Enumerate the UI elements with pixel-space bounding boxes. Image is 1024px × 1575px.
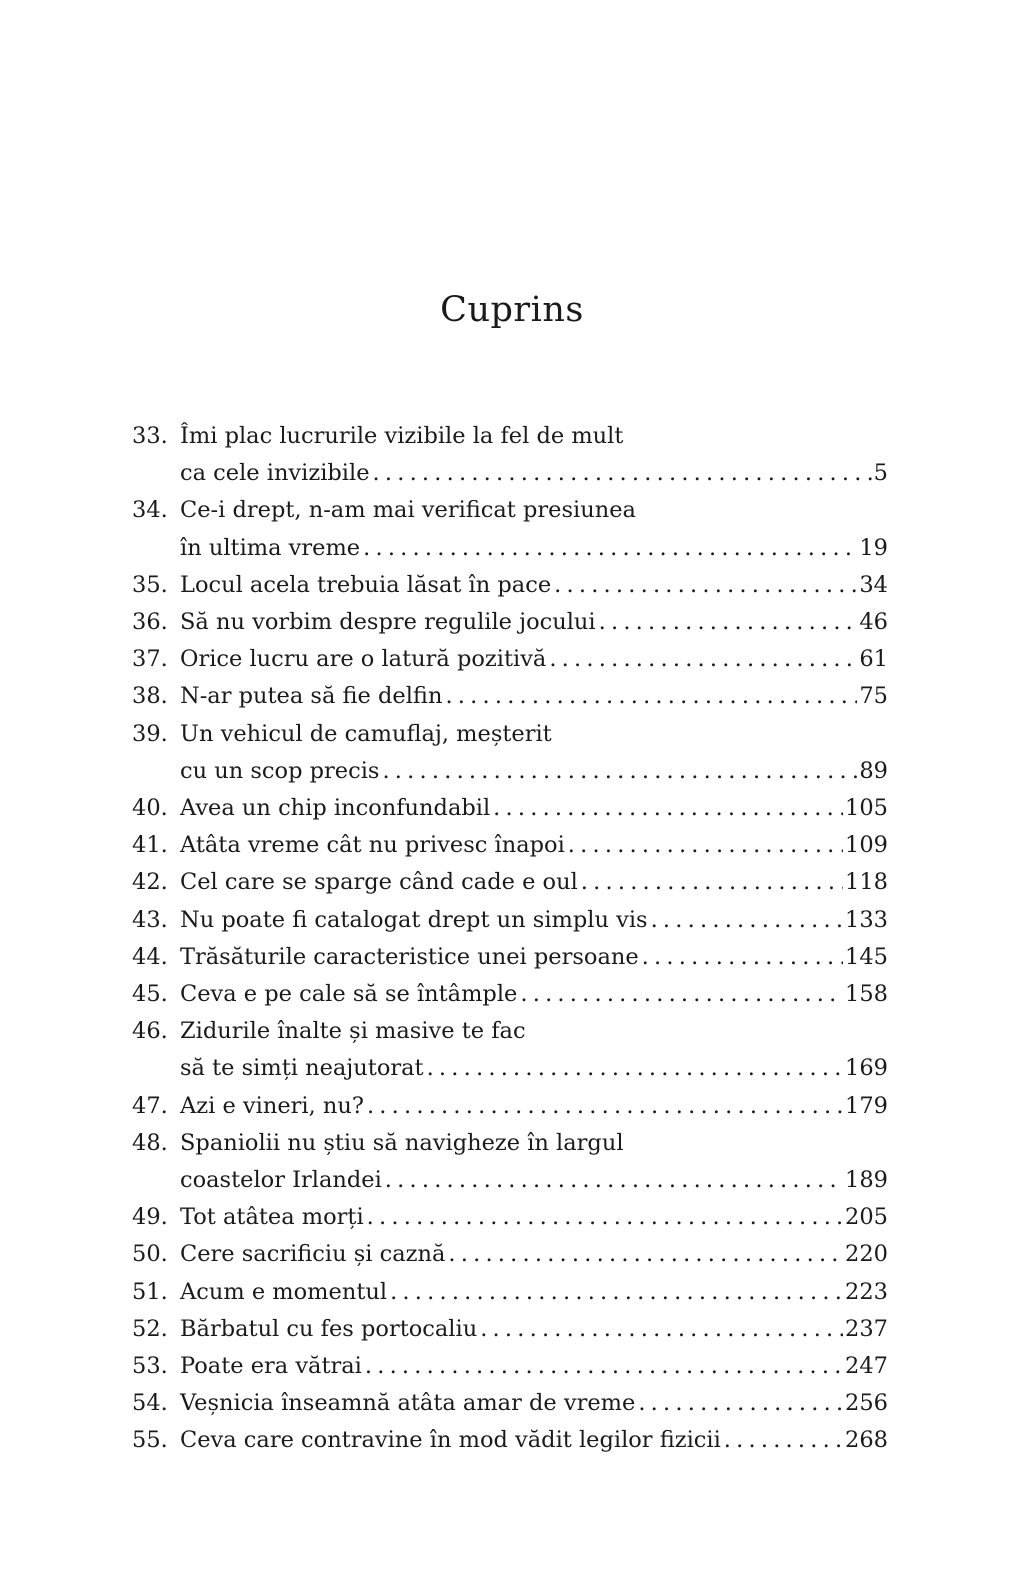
chapter-title-line: coastelor Irlandei [180,1167,382,1194]
chapter-number: 44. [132,943,168,970]
page-number: 179 [845,1092,888,1119]
chapter-title-line: cu un scop precis [180,757,380,784]
page-title: Cuprins [440,290,584,330]
toc-entry [132,567,888,604]
page-number: 169 [845,1055,888,1082]
toc-entry [132,1199,888,1236]
chapter-title-line: Avea un chip inconfundabil [180,795,491,822]
chapter-title-line: Cel care se sparge când cade e oul [180,869,578,896]
chapter-number: 53. [132,1353,168,1380]
chapter-title-row [180,604,888,641]
page-number: 89 [859,757,888,784]
dot-leader [520,976,843,1013]
chapter-title-row [180,753,888,790]
chapter-number: 41. [132,832,168,859]
chapter-number: 54. [132,1390,168,1417]
chapter-number: 46. [132,1018,168,1045]
chapter-title-line: Bărbatul cu fes portocaliu [180,1315,478,1342]
chapter-title-row [180,790,888,827]
chapter-title-line: ca cele invizibile [180,460,370,487]
chapter-number: 34. [132,497,168,524]
chapter-title-line: Atâta vreme cât nu privesc înapoi [180,832,565,859]
page-number: 109 [845,832,888,859]
chapter-title-line: Îmi plac lucrurile vizibile la fel de mult [180,423,624,449]
dot-leader [724,1422,843,1459]
dot-leader [599,604,858,641]
chapter-number: 48. [132,1129,168,1156]
page-number: 145 [845,943,888,970]
chapter-title-row [180,902,888,939]
page-number: 237 [845,1315,888,1342]
toc-entry [132,1348,888,1385]
page-number: 205 [845,1204,888,1231]
chapter-title-row [180,678,888,715]
chapter-title-row [180,641,888,678]
dot-leader [642,939,843,976]
toc-entry [132,1311,888,1348]
chapter-title-line: Tot atâtea morți [180,1204,364,1231]
chapter-title-line: Acum e momentul [180,1278,388,1305]
chapter-title-row [180,1162,888,1199]
toc-entry [132,641,888,678]
chapter-title-line: Ceva e pe cale să se întâmple [180,981,518,1008]
dot-leader [448,1236,843,1273]
chapter-title-line: în ultima vreme [180,534,361,561]
chapter-title-row [180,864,888,901]
chapter-number: 52. [132,1315,168,1342]
chapter-title-row [180,530,888,567]
dot-leader [373,455,872,492]
chapter-title-row [180,1274,888,1311]
chapter-title-row [180,939,888,976]
dot-leader [638,1385,843,1422]
chapter-title-line: Un vehicul de camuflaj, meșterit [180,720,552,747]
toc-entry [132,1125,888,1199]
page-number: 189 [845,1167,888,1194]
chapter-title-line: Cere sacrificiu și caznă [180,1241,446,1268]
chapter-number: 47. [132,1092,168,1119]
page-number: 133 [845,906,888,933]
page-number: 223 [845,1278,888,1305]
toc-entry [132,678,888,715]
toc-entry [132,492,888,566]
page-number: 46 [859,609,888,636]
dot-leader [549,641,857,678]
chapter-number: 51. [132,1278,168,1305]
chapter-title-line: Locul acela trebuia lăsat în pace [180,571,552,598]
toc-entry [132,1013,888,1087]
chapter-title-line: Poate era vătrai [180,1353,362,1380]
chapter-title-row [180,1088,888,1125]
chapter-title-row [180,1348,888,1385]
toc-entry [132,1274,888,1311]
chapter-title-row [180,1050,888,1087]
chapter-title-line: Ce-i drept, n-am mai verificat presiunea [180,497,636,524]
toc-entry [132,1385,888,1422]
chapter-title-row [180,976,888,1013]
page-number: 268 [845,1427,888,1454]
toc-entry [132,902,888,939]
toc-entry [132,976,888,1013]
chapter-number: 38. [132,683,168,710]
dot-leader [651,902,843,939]
dot-leader [367,1199,843,1236]
dot-leader [365,1348,843,1385]
page-number: 61 [859,646,888,673]
chapter-title-line: să te simți neajutorat [180,1055,424,1082]
chapter-number: 33. [132,423,168,449]
dot-leader [568,827,843,864]
chapter-title-line: Trăsăturile caracteristice unei persoane [180,943,639,970]
toc-entry [132,716,888,790]
chapter-title-row [180,1422,888,1459]
page-number: 5 [873,460,888,487]
dot-leader [445,678,857,715]
page-number: 105 [845,795,888,822]
page-number: 158 [845,981,888,1008]
page-number: 34 [859,571,888,598]
chapter-title-line: Azi e vineri, nu? [180,1092,364,1119]
dot-leader [581,864,843,901]
chapter-title-row [180,455,888,492]
page-number: 75 [859,683,888,710]
dot-leader [480,1311,843,1348]
chapter-number: 37. [132,646,168,673]
dot-leader [382,753,857,790]
page-number: 118 [845,869,888,896]
toc-entry [132,1088,888,1125]
chapter-number: 35. [132,571,168,598]
chapter-title-row [180,1199,888,1236]
chapter-title-line: Zidurile înalte și masive te fac [180,1018,526,1045]
dot-leader [390,1274,843,1311]
dot-leader [427,1050,843,1087]
chapter-title-line: Ceva care contravine în mod vădit legilor fizicii [180,1427,721,1454]
toc-entry [132,827,888,864]
toc-entry [132,1236,888,1273]
chapter-title-row [180,1311,888,1348]
chapter-title-line: Spaniolii nu știu să navigheze în largul [180,1129,624,1156]
chapter-title-line: Orice lucru are o latură pozitivă [180,646,547,673]
toc-entry [132,418,888,492]
chapter-title-line: N-ar putea să fie delfin [180,683,443,710]
chapter-title-line: Veșnicia înseamnă atâta amar de vreme [180,1390,636,1417]
chapter-title-row [180,1385,888,1422]
dot-leader [493,790,843,827]
dot-leader [363,530,857,567]
toc-entry [132,864,888,901]
chapter-number: 45. [132,981,168,1008]
chapter-number: 50. [132,1241,168,1268]
chapter-number: 42. [132,869,168,896]
toc-entry [132,604,888,641]
chapter-title-line: Să nu vorbim despre regulile jocului [180,609,596,636]
chapter-number: 43. [132,906,168,933]
page-number: 256 [845,1390,888,1417]
chapter-number: 49. [132,1204,168,1231]
chapter-number: 40. [132,795,168,822]
dot-leader [385,1162,843,1199]
toc-entry [132,790,888,827]
chapter-title-line: Nu poate fi catalogat drept un simplu vis [180,906,648,933]
dot-leader [554,567,857,604]
dot-leader [367,1088,843,1125]
table-of-contents [132,418,888,1460]
page-number: 220 [845,1241,888,1268]
chapter-title-row [180,1236,888,1273]
chapter-title-row [180,567,888,604]
chapter-title-row [180,827,888,864]
page-number: 247 [845,1353,888,1380]
toc-entry [132,1422,888,1459]
page-number: 19 [859,534,888,561]
toc-entry [132,939,888,976]
chapter-number: 55. [132,1427,168,1454]
chapter-number: 39. [132,720,168,747]
chapter-number: 36. [132,609,168,636]
